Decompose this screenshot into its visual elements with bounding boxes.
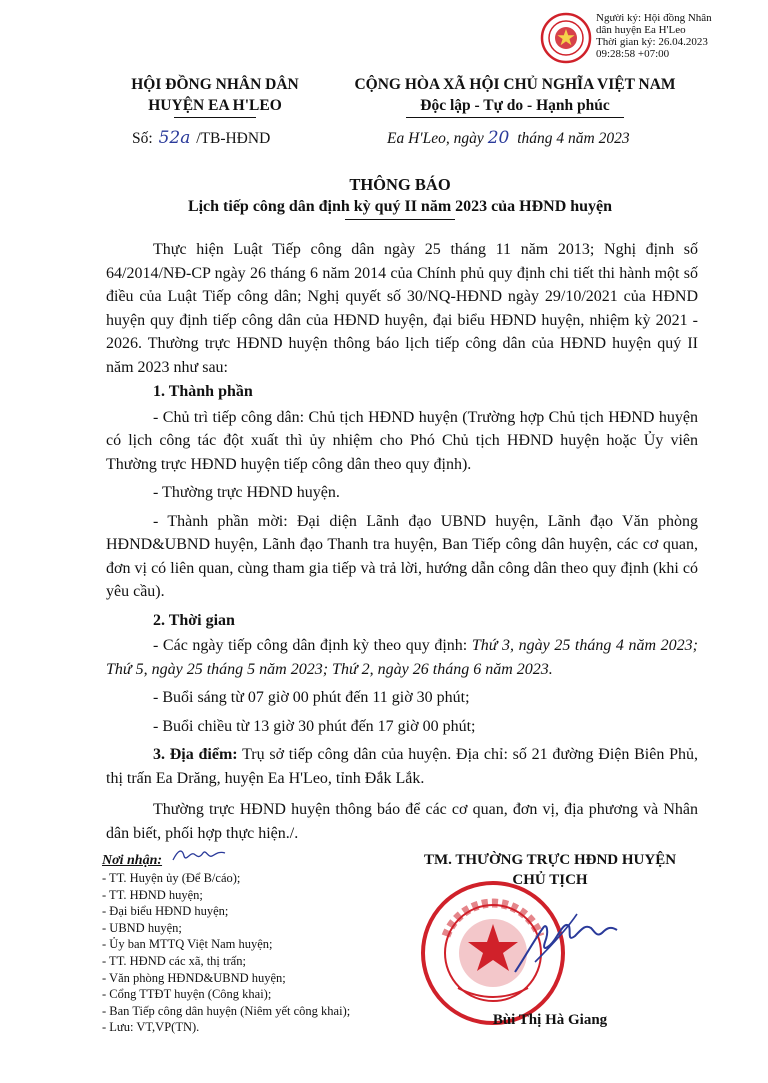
section2-dates-list: Thứ 3, ngày 25 tháng 4 năm 2023; Thứ 5, ngày 25 tháng 5 năm 2023; Thứ 2, ngày 26 tháng 6 năm 2023. (106, 637, 698, 678)
nation-underline (406, 117, 624, 118)
section2-dates (106, 634, 698, 681)
section1-invited: - Thành phần mời: Đại diện Lãnh đạo UBND huyện, Lãnh đạo Văn phòng HĐND&UBND huyện, Lãnh đạo Thanh tra huyện, Ban Tiếp công dân huyện, các cơ quan, đơn vị có liên quan, cùng tham gia tiếp và trả lời, hướng dẫn công dân theo quy định (khi có yêu cầu). (106, 512, 698, 600)
org-underline (174, 117, 256, 118)
document-date (387, 128, 630, 148)
title-block (100, 174, 700, 220)
recipient-item: - Ủy ban MTTQ Việt Nam huyện; (102, 937, 273, 952)
digital-time-line1: Thời gian ký: 26.04.2023 (596, 36, 708, 48)
number-prefix: Số: (132, 130, 153, 147)
nation-line2: Độc lập - Tự do - Hạnh phúc (420, 97, 610, 114)
signature-line1: TM. THƯỜNG TRỰC HĐND HUYỆN (423, 852, 677, 868)
recipient-item: - TT. HĐND huyện; (102, 887, 203, 902)
title-underline (345, 219, 455, 220)
recipients-label: Nơi nhận: (102, 853, 163, 868)
digital-time-line2: 09:28:58 +07:00 (596, 48, 670, 60)
recipient-item: - TT. Huyện ủy (Để B/cáo); (102, 871, 241, 885)
number-suffix: /TB-HĐND (196, 130, 271, 147)
recipient-item: - Văn phòng HĐND&UBND huyện; (102, 970, 286, 985)
number-handwritten: 52a (158, 128, 191, 148)
digital-signer-line1: Người ký: Hội đồng Nhân (596, 12, 712, 24)
section1-standing: - Thường trực HĐND huyện. (153, 484, 340, 501)
digital-seal-icon (540, 12, 592, 64)
nation-header (330, 74, 700, 118)
section3-text: Trụ sở tiếp công dân của huyện. Địa chỉ: số 21 đường Điện Biên Phủ, thị trấn Ea Drăng, huyện Ea H'Leo, tỉnh Đắk Lắk. (106, 746, 698, 787)
date-prefix: Ea H'Leo, ngày (387, 130, 484, 147)
org-line2: HUYỆN EA H'LEO (148, 97, 282, 114)
recipients-block (102, 852, 402, 1036)
org-line1: HỘI ĐỒNG NHÂN DÂN (131, 76, 299, 93)
section2-dates-lead: - Các ngày tiếp công dân định kỳ theo quy định: (153, 637, 472, 654)
closing-paragraph: Thường trực HĐND huyện thông báo để các cơ quan, đơn vị, địa phương và Nhân dân biết, phối hợp thực hiện./. (106, 801, 698, 842)
section3-location (106, 743, 698, 790)
recipient-item: - UBND huyện; (102, 920, 182, 935)
org-header (100, 74, 330, 118)
signer-name: Bùi Thị Hà Giang (492, 1012, 608, 1028)
page-title: THÔNG BÁO (349, 175, 451, 194)
signature-line2: CHỦ TỊCH (512, 872, 588, 888)
document-body (106, 238, 698, 845)
date-day-handwritten: 20 (487, 128, 510, 148)
digital-signer-line2: dân huyện Ea H'Leo (596, 24, 686, 36)
section2-morning: - Buổi sáng từ 07 giờ 00 phút đến 11 giờ 30 phút; (153, 689, 470, 706)
page-subtitle: Lịch tiếp công dân định kỳ quý II năm 2023 của HĐND huyện (187, 198, 613, 215)
section2-afternoon: - Buổi chiều từ 13 giờ 30 phút đến 17 giờ 00 phút; (153, 717, 476, 735)
handwritten-signature (505, 902, 625, 982)
digital-signature-block (540, 8, 765, 60)
date-suffix: tháng 4 năm 2023 (517, 130, 630, 147)
section2-heading: 2. Thời gian (153, 611, 235, 629)
nation-line1: CỘNG HÒA XÃ HỘI CHỦ NGHĨA VIỆT NAM (354, 76, 676, 93)
recipients-list (102, 870, 402, 1036)
section1-heading: 1. Thành phần (153, 383, 253, 400)
intro-paragraph: Thực hiện Luật Tiếp công dân ngày 25 tháng 11 năm 2013; Nghị định số 64/2014/NĐ-CP ngày 26 tháng 6 năm 2014 của Chính phủ quy định chi tiết thi hành một số điều của Luật Tiếp công dân; Nghị quyết số 30/NQ-HĐND ngày 29/10/2021 của HĐND huyện quy định tiếp công dân của HĐND huyện, đại biểu HĐND huyện, nhiệm kỳ 2021 - 2026. Thường trực HĐND huyện thông báo lịch tiếp công dân của HĐND huyện quý II năm 2023 như sau: (106, 241, 698, 376)
section3-heading: 3. Địa điểm: (153, 746, 238, 763)
recipient-item: - Đại biểu HĐND huyện; (102, 904, 229, 919)
recipient-item: - Lưu: VT,VP(TN). (102, 1020, 200, 1035)
document-number (132, 128, 270, 148)
handwritten-initials (170, 844, 230, 866)
recipient-item: - Ban Tiếp công dân huyện (Niêm yết công khai); (102, 1003, 351, 1018)
recipient-item: - Cổng TTĐT huyện (Công khai); (102, 987, 272, 1002)
section1-chair: - Chủ trì tiếp công dân: Chủ tịch HĐND huyện (Trường hợp Chủ tịch HĐND huyện có lịch công tác đột xuất thì ủy nhiệm cho Phó Chủ tịch HĐND huyện hoặc Ủy viên Thường trực HĐND huyện tiếp công dân theo quy định). (106, 408, 698, 473)
recipient-item: - TT. HĐND các xã, thị trấn; (102, 953, 246, 968)
